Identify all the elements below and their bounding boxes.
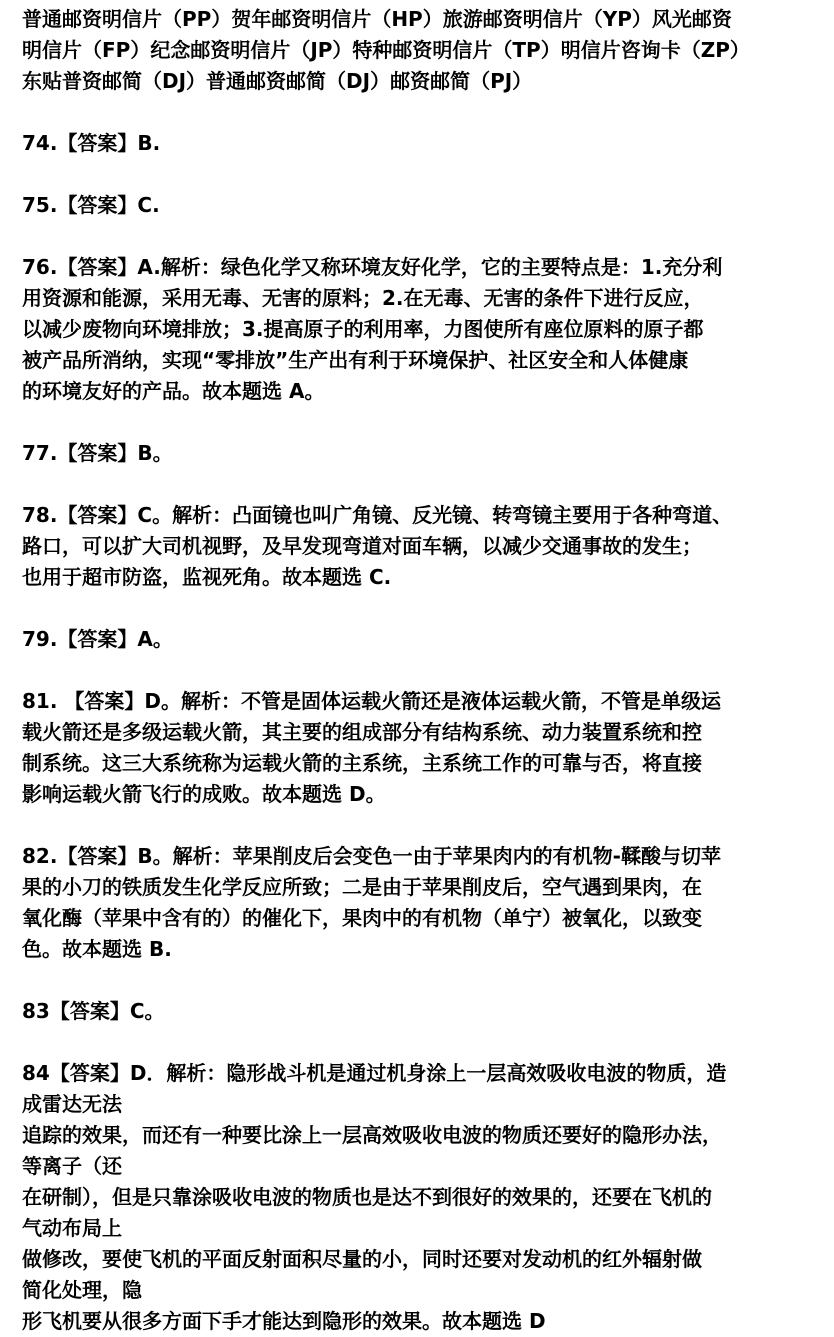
text-line: 影响运载火箭飞行的成败。故本题选 D。 [22,782,386,806]
text-line: 84【答案】D．解析：隐形战斗机是通过机身涂上一层高效吸收电波的物质，造 [22,1061,727,1085]
answer-82 [22,841,822,965]
answer-78 [22,500,822,593]
answer-77 [22,438,822,469]
text-line: 的环境友好的产品。故本题选 A。 [22,379,325,403]
answer-79 [22,624,822,655]
text-line: 简化处理，隐 [22,1278,142,1302]
text-line: 75.【答案】C. [22,193,160,217]
text-line: 明信片（FP）纪念邮资明信片（JP）特种邮资明信片（TP）明信片咨询卡（ZP） [22,38,750,62]
text-line: 81. 【答案】D。解析：不管是固体运载火箭还是液体运载火箭，不管是单级运 [22,689,721,713]
text-line: 77.【答案】B。 [22,441,173,465]
text-line: 74.【答案】B. [22,131,161,155]
text-line: 普通邮资明信片（PP）贺年邮资明信片（HP）旅游邮资明信片（YP）风光邮资 [22,7,732,31]
answer-84 [22,1058,822,1337]
answer-76 [22,252,822,407]
text-line: 路口，可以扩大司机视野，及早发现弯道对面车辆，以减少交通事故的发生； [22,534,702,558]
text-line: 载火箭还是多级运载火箭，其主要的组成部分有结构系统、动力装置系统和控 [22,720,702,744]
answer-75 [22,190,822,221]
text-line: 形飞机要从很多方面下手才能达到隐形的效果。故本题选 D [22,1309,546,1333]
text-line: 78.【答案】C。解析：凸面镜也叫广角镜、反光镜、转弯镜主要用于各种弯道、 [22,503,733,527]
text-line: 在研制），但是只靠涂吸收电波的物质也是达不到很好的效果的，还要在飞机的 [22,1185,712,1209]
text-line: 83【答案】C。 [22,999,165,1023]
text-line: 等离子（还 [22,1154,122,1178]
text-line: 被产品所消纳，实现“零排放”生产出有利于环境保护、社区安全和人体健康 [22,348,689,372]
text-line: 制系统。这三大系统称为运载火箭的主系统，主系统工作的可靠与否，将直接 [22,751,702,775]
text-line: 成雷达无法 [22,1092,122,1116]
document-page [22,4,822,1337]
text-line: 气动布局上 [22,1216,122,1240]
text-line: 追踪的效果，而还有一种要比涂上一层高效吸收电波的物质还要好的隐形办法， [22,1123,722,1147]
answer-81 [22,686,822,810]
text-line: 82.【答案】B。解析：苹果削皮后会变色一由于苹果肉内的有机物-鞣酸与切苹 [22,844,721,868]
answer-74 [22,128,822,159]
text-line: 也用于超市防盗，监视死角。故本题选 C. [22,565,392,589]
text-line: 果的小刀的铁质发生化学反应所致；二是由于苹果削皮后，空气遇到果肉，在 [22,875,702,899]
intro-paragraph [22,4,822,97]
text-line: 用资源和能源，采用无毒、无害的原料；2.在无毒、无害的条件下进行反应， [22,286,704,310]
text-line: 以减少废物向环境排放；3.提高原子的利用率，力图使所有座位原料的原子都 [22,317,704,341]
text-line: 76.【答案】A.解析：绿色化学又称环境友好化学，它的主要特点是：1.充分利 [22,255,723,279]
text-line: 东贴普资邮简（DJ）普通邮资邮简（DJ）邮资邮简（PJ） [22,69,533,93]
text-line: 色。故本题选 B. [22,937,172,961]
text-line: 氧化酶（苹果中含有的）的催化下，果肉中的有机物（单宁）被氧化，以致变 [22,906,702,930]
answer-83 [22,996,822,1027]
text-line: 79.【答案】A。 [22,627,173,651]
text-line: 做修改，要使飞机的平面反射面积尽量的小，同时还要对发动机的红外辐射做 [22,1247,702,1271]
